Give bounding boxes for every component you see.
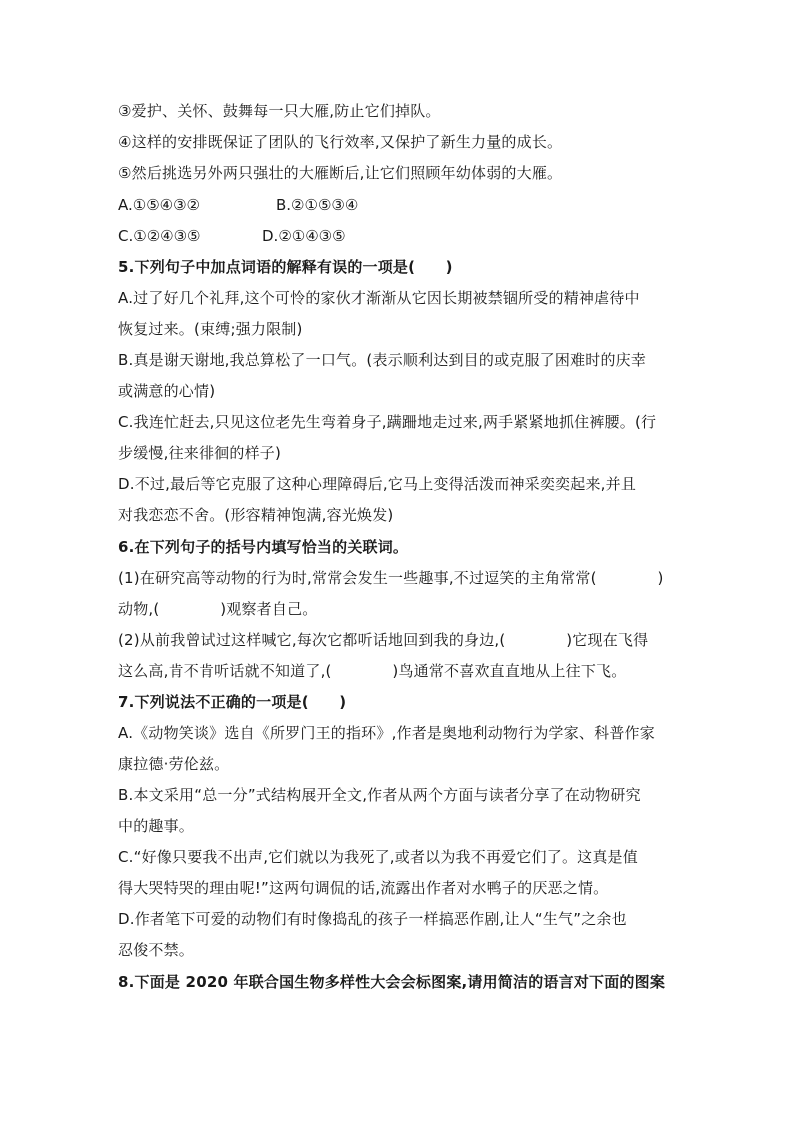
q4-option-d: D.②①④③⑤ (262, 227, 346, 245)
q5-option-c-line2: 步缓慢,往来徘徊的样子) (118, 444, 282, 462)
q5-option-b-line1: B.真是谢天谢地,我总算松了一口气。(表示顺利达到目的或克服了困难时的庆幸 (118, 351, 647, 369)
q7-option-c-line1: C.“好像只要我不出声,它们就以为我死了,或者以为我不再爱它们了。这真是值 (118, 848, 638, 866)
q5-stem: 5.下列句子中加点词语的解释有误的一项是( ) (118, 258, 453, 276)
q6-sentence2-line1: (2)从前我曾试过这样喊它,每次它都听话地回到我的身边,( )它现在飞得 (118, 631, 649, 649)
q5-option-a-line1: A.过了好几个礼拜,这个可怜的家伙才渐渐从它因长期被禁锢所受的精神虐待中 (118, 289, 640, 307)
q4-option-b: B.②①⑤③④ (276, 196, 359, 214)
q7-option-c-line2: 得大哭特哭的理由呢!”这两句调侃的话,流露出作者对水鸭子的厌恶之情。 (118, 879, 609, 897)
q6-sentence1-line1: (1)在研究高等动物的行为时,常常会发生一些趣事,不过逗笑的主角常常( ) (118, 569, 664, 587)
q5-option-d-line1: D.不过,最后等它克服了这种心理障碍后,它马上变得活泼而神采奕奕起来,并且 (118, 475, 637, 493)
q7-option-b-line1: B.本文采用“总一分”式结构展开全文,作者从两个方面与读者分享了在动物研究 (118, 786, 641, 804)
q7-option-d-line1: D.作者笔下可爱的动物们有时像捣乱的孩子一样搞恶作剧,让人“生气”之余也 (118, 910, 627, 928)
q5-option-b-line2: 或满意的心情) (118, 382, 216, 400)
q8-stem: 8.下面是 2020 年联合国生物多样性大会会标图案,请用简洁的语言对下面的图案 (118, 973, 666, 991)
q7-option-a-line1: A.《动物笑谈》选自《所罗门王的指环》,作者是奥地利动物行为学家、科普作家 (118, 724, 655, 742)
q4-option-c: C.①②④③⑤ (118, 227, 201, 245)
q5-option-a-line2: 恢复过来。(束缚;强力限制) (118, 320, 303, 338)
sort-line-3: ③爱护、关怀、鼓舞每一只大雁,防止它们掉队。 (118, 102, 441, 120)
q7-stem: 7.下列说法不正确的一项是( ) (118, 693, 347, 711)
q5-option-c-line1: C.我连忙赶去,只见这位老先生弯着身子,蹒跚地走过来,两手紧紧地抓住裤腰。(行 (118, 413, 657, 431)
q7-option-a-line2: 康拉德·劳伦兹。 (118, 755, 230, 773)
sort-line-4: ④这样的安排既保证了团队的飞行效率,又保护了新生力量的成长。 (118, 133, 563, 151)
q5-option-d-line2: 对我恋恋不舍。(形容精神饱满,容光焕发) (118, 506, 394, 524)
q4-option-a: A.①⑤④③② (118, 196, 201, 214)
q7-option-b-line2: 中的趣事。 (118, 817, 195, 835)
sort-line-5: ⑤然后挑选另外两只强壮的大雁断后,让它们照顾年幼体弱的大雁。 (118, 164, 563, 182)
q6-sentence2-line2: 这么高,肯不肯听话就不知道了,( )鸟通常不喜欢直直地从上往下飞。 (118, 662, 627, 680)
q6-sentence1-line2: 动物,( )观察者自己。 (118, 600, 318, 618)
q7-option-d-line2: 忍俊不禁。 (118, 941, 195, 959)
q6-stem: 6.在下列句子的括号内填写恰当的关联词。 (118, 538, 409, 556)
